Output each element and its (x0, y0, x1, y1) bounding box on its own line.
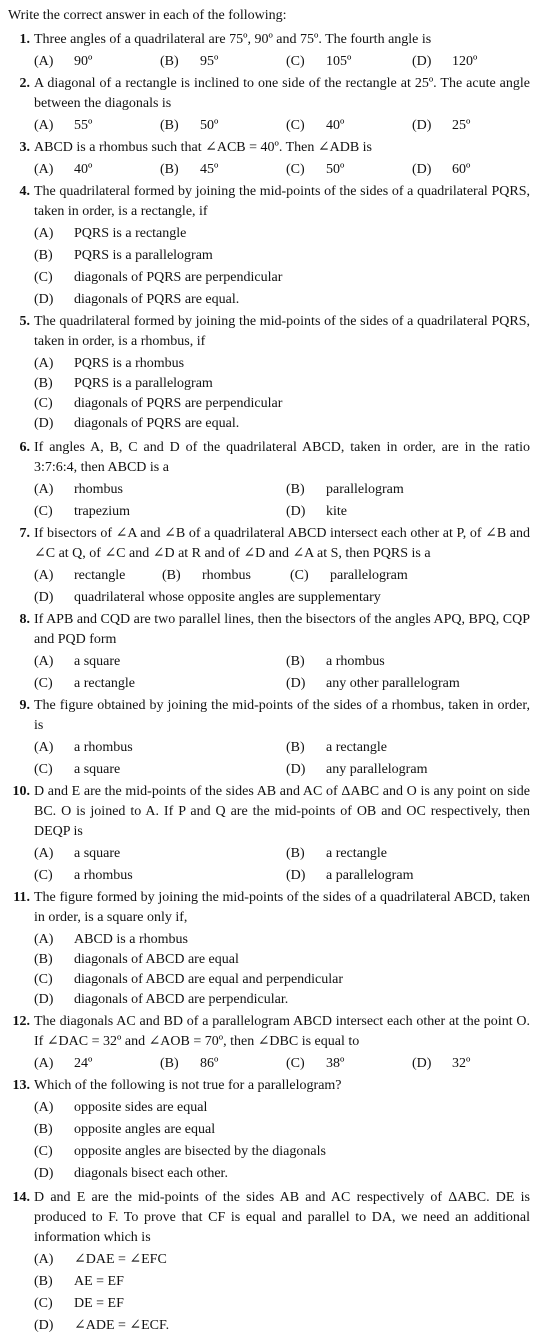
options (34, 52, 530, 72)
option-c (34, 1142, 530, 1162)
option-text: rhombus (74, 482, 123, 497)
question-number: 7. (19, 526, 30, 541)
option-label: (D) (412, 1056, 432, 1071)
question-11 (8, 888, 530, 1010)
option-text: rectangle (74, 568, 126, 583)
question-number: 8. (19, 612, 30, 627)
option-c (34, 674, 278, 694)
options (34, 1054, 530, 1074)
question-6 (8, 438, 530, 522)
option-label: (A) (34, 1100, 54, 1115)
option-label: (B) (34, 1122, 53, 1137)
option-label: (C) (34, 270, 53, 285)
option-a (34, 652, 278, 672)
option-label: (A) (34, 162, 54, 177)
option-label: (B) (286, 482, 305, 497)
option-c (34, 1294, 530, 1314)
option-text: 24º (74, 1056, 93, 1071)
option-a (34, 930, 530, 950)
options (34, 224, 530, 310)
option-label: (A) (34, 118, 54, 133)
options-continued (34, 588, 530, 608)
question-text: The quadrilateral formed by joining the mid-points of the sides of a quadrilateral PQRS, taken in order, is a rectangle, if (34, 184, 530, 219)
option-label: (C) (286, 54, 305, 69)
question-number: 12. (12, 1014, 30, 1029)
option-label: (A) (34, 356, 54, 371)
option-label: (A) (34, 226, 54, 241)
option-label: (C) (34, 972, 53, 987)
option-d (286, 502, 530, 522)
instructions-heading: Write the correct answer in each of the following: (8, 8, 287, 23)
option-label: (C) (286, 118, 305, 133)
question-number: 1. (19, 32, 30, 47)
option-c (286, 1054, 404, 1074)
question-text: The figure formed by joining the mid-points of the sides of a quadrilateral ABCD, taken in order, is a square only if, (34, 890, 530, 925)
option-b (160, 52, 278, 72)
option-text: opposite angles are bisected by the diagonals (74, 1144, 326, 1159)
option-d (34, 290, 530, 310)
option-label: (D) (34, 1318, 54, 1333)
option-label: (A) (34, 1056, 54, 1071)
option-text: rhombus (202, 568, 251, 583)
options (34, 1250, 530, 1336)
option-a (34, 844, 278, 864)
options (34, 738, 530, 780)
question-number: 6. (19, 440, 30, 455)
question-3 (8, 138, 530, 180)
option-text: 32º (452, 1056, 471, 1071)
question-text: If angles A, B, C and D of the quadrilateral ABCD, taken in order, are in the ratio 3:7:6:4, then ABCD is a (34, 440, 530, 475)
option-text: opposite sides are equal (74, 1100, 208, 1115)
option-label: (C) (286, 162, 305, 177)
option-label: (A) (34, 740, 54, 755)
option-text: a rhombus (326, 654, 385, 669)
option-c (34, 866, 278, 886)
question-text: D and E are the mid-points of the sides AB and AC respectively of ΔABC. DE is produced to F. To prove that CF is equal and parallel to DA, we need an additional information which is (34, 1190, 530, 1245)
option-label: (B) (34, 1274, 53, 1289)
option-a (34, 480, 278, 500)
question-12 (8, 1012, 530, 1074)
option-label: (D) (286, 676, 306, 691)
options (34, 844, 530, 886)
option-b (286, 844, 530, 864)
option-text: ∠DAE = ∠EFC (74, 1252, 167, 1267)
option-text: 55º (74, 118, 93, 133)
option-d (34, 1316, 530, 1336)
option-b (160, 1054, 278, 1074)
option-d (34, 990, 530, 1010)
options (34, 354, 530, 434)
option-b (34, 246, 530, 266)
question-text: Three angles of a quadrilateral are 75º, 90º and 75º. The fourth angle is (34, 32, 432, 47)
option-text: diagonals of PQRS are perpendicular (74, 396, 283, 411)
option-label: (B) (286, 654, 305, 669)
option-text: PQRS is a parallelogram (74, 248, 213, 263)
option-a (34, 566, 154, 586)
option-text: a parallelogram (326, 868, 414, 883)
option-b (34, 1272, 530, 1292)
option-label: (D) (34, 590, 54, 605)
option-text: any parallelogram (326, 762, 428, 777)
option-b (160, 160, 278, 180)
question-text: A diagonal of a rectangle is inclined to one side of the rectangle at 25º. The acute angle between the diagonals is (34, 76, 530, 111)
option-text: diagonals of PQRS are perpendicular (74, 270, 283, 285)
question-text: Which of the following is not true for a parallelogram? (34, 1078, 342, 1093)
option-d (286, 760, 530, 780)
option-c (286, 116, 404, 136)
option-a (34, 738, 278, 758)
option-text: parallelogram (330, 568, 408, 583)
option-label: (B) (286, 740, 305, 755)
question-number: 13. (12, 1078, 30, 1093)
option-d (286, 674, 530, 694)
option-label: (A) (34, 568, 54, 583)
option-text: 90º (74, 54, 93, 69)
option-label: (D) (34, 292, 54, 307)
option-b (34, 374, 530, 394)
option-b (286, 652, 530, 672)
option-text: opposite angles are equal (74, 1122, 216, 1137)
option-a (34, 1098, 530, 1118)
option-label: (C) (34, 1296, 53, 1311)
option-b (34, 950, 530, 970)
question-number: 11. (13, 890, 30, 905)
option-b (286, 738, 530, 758)
option-text: 60º (452, 162, 471, 177)
option-text: PQRS is a rectangle (74, 226, 187, 241)
option-label: (C) (34, 396, 53, 411)
option-d (286, 866, 530, 886)
option-d (412, 116, 530, 136)
option-label: (C) (290, 568, 309, 583)
question-number: 3. (19, 140, 30, 155)
option-d (412, 160, 530, 180)
option-text: a rectangle (326, 846, 388, 861)
option-text: DE = EF (74, 1296, 124, 1311)
option-label: (C) (34, 762, 53, 777)
option-label: (B) (34, 952, 53, 967)
option-text: trapezium (74, 504, 130, 519)
option-text: PQRS is a rhombus (74, 356, 185, 371)
option-label: (B) (160, 1056, 179, 1071)
option-label: (C) (34, 1144, 53, 1159)
option-label: (D) (34, 992, 54, 1007)
option-label: (B) (34, 248, 53, 263)
question-14 (8, 1188, 530, 1336)
option-label: (B) (286, 846, 305, 861)
option-text: diagonals bisect each other. (74, 1166, 228, 1181)
question-9 (8, 696, 530, 780)
question-1 (8, 30, 530, 72)
question-number: 9. (19, 698, 30, 713)
option-text: ∠ADE = ∠ECF. (74, 1318, 170, 1333)
option-text: diagonals of ABCD are equal and perpendicular (74, 972, 344, 987)
options (34, 116, 530, 136)
option-c (286, 52, 404, 72)
options (34, 652, 530, 694)
option-c (34, 760, 278, 780)
option-c (286, 160, 404, 180)
option-label: (B) (34, 376, 53, 391)
option-c (34, 502, 278, 522)
option-b (162, 566, 282, 586)
option-text: 25º (452, 118, 471, 133)
question-text: The figure obtained by joining the mid-points of the sides of a rhombus, taken in order, is (34, 698, 530, 733)
option-label: (B) (160, 54, 179, 69)
option-text: 105º (326, 54, 352, 69)
options (34, 160, 530, 180)
option-text: 86º (200, 1056, 219, 1071)
option-a (34, 1054, 152, 1074)
option-label: (A) (34, 932, 54, 947)
option-text: 45º (200, 162, 219, 177)
question-number: 2. (19, 76, 30, 91)
option-b (286, 480, 530, 500)
option-label: (B) (162, 568, 181, 583)
option-text: 50º (200, 118, 219, 133)
question-10 (8, 782, 530, 886)
option-a (34, 224, 530, 244)
option-text: any other parallelogram (326, 676, 460, 691)
option-text: ABCD is a rhombus (74, 932, 188, 947)
option-label: (D) (286, 868, 306, 883)
option-text: AE = EF (74, 1274, 124, 1289)
option-text: 50º (326, 162, 345, 177)
question-text: The quadrilateral formed by joining the mid-points of the sides of a quadrilateral PQRS, taken in order, is a rhombus, if (34, 314, 530, 349)
option-label: (A) (34, 846, 54, 861)
option-text: kite (326, 504, 347, 519)
question-2 (8, 74, 530, 136)
option-text: a square (74, 846, 121, 861)
option-a (34, 160, 152, 180)
option-text: diagonals of ABCD are equal (74, 952, 239, 967)
option-text: parallelogram (326, 482, 404, 497)
option-label: (D) (286, 762, 306, 777)
option-label: (C) (34, 676, 53, 691)
option-text: PQRS is a parallelogram (74, 376, 213, 391)
question-text: The diagonals AC and BD of a parallelogram ABCD intersect each other at the point O. If ∠DAC = 32º and ∠AOB = 70º, then ∠DBC is equal to (34, 1014, 530, 1049)
option-b (34, 1120, 530, 1140)
question-number: 10. (12, 784, 30, 799)
option-label: (A) (34, 54, 54, 69)
option-label: (C) (34, 868, 53, 883)
question-13 (8, 1076, 530, 1184)
option-label: (D) (286, 504, 306, 519)
options (34, 1098, 530, 1184)
option-text: a rhombus (74, 740, 133, 755)
option-a (34, 52, 152, 72)
option-d (34, 1164, 530, 1184)
option-label: (D) (34, 1166, 54, 1181)
option-b (160, 116, 278, 136)
option-text: a rhombus (74, 868, 133, 883)
option-text: 40º (74, 162, 93, 177)
option-label: (B) (160, 162, 179, 177)
option-text: 95º (200, 54, 219, 69)
question-text: ABCD is a rhombus such that ∠ACB = 40º. Then ∠ADB is (34, 140, 372, 155)
option-label: (A) (34, 1252, 54, 1267)
option-d (412, 1054, 530, 1074)
question-8 (8, 610, 530, 694)
option-label: (C) (34, 504, 53, 519)
question-4 (8, 182, 530, 310)
option-text: a rectangle (74, 676, 136, 691)
option-text: 40º (326, 118, 345, 133)
option-label: (D) (34, 416, 54, 431)
question-5 (8, 312, 530, 434)
option-label: (A) (34, 654, 54, 669)
option-label: (D) (412, 162, 432, 177)
options (34, 480, 530, 522)
option-label: (C) (286, 1056, 305, 1071)
option-text: 120º (452, 54, 478, 69)
option-text: a square (74, 762, 121, 777)
options (34, 930, 530, 1010)
option-c (34, 394, 530, 414)
option-c (34, 970, 530, 990)
option-text: diagonals of PQRS are equal. (74, 416, 240, 431)
option-text: quadrilateral whose opposite angles are supplementary (74, 590, 381, 605)
question-text: D and E are the mid-points of the sides AB and AC of ΔABC and O is any point on side BC. O is joined to A. If P and Q are the mid-points of OB and OC respectively, then DEQP is (34, 784, 530, 839)
question-7 (8, 524, 530, 608)
option-text: a square (74, 654, 121, 669)
option-text: 38º (326, 1056, 345, 1071)
question-text: If APB and CQD are two parallel lines, then the bisectors of the angles APQ, BPQ, CQP and PQD form (34, 612, 530, 647)
option-a (34, 354, 530, 374)
option-label: (A) (34, 482, 54, 497)
options (34, 566, 530, 586)
option-text: a rectangle (326, 740, 388, 755)
option-d (34, 414, 530, 434)
question-number: 5. (19, 314, 30, 329)
option-a (34, 1250, 530, 1270)
option-text: diagonals of ABCD are perpendicular. (74, 992, 289, 1007)
option-label: (D) (412, 118, 432, 133)
option-text: diagonals of PQRS are equal. (74, 292, 240, 307)
question-number: 4. (19, 184, 30, 199)
option-c (290, 566, 530, 586)
option-label: (B) (160, 118, 179, 133)
question-text: If bisectors of ∠A and ∠B of a quadrilateral ABCD intersect each other at P, of ∠B and ∠C at Q, of ∠C and ∠D at R and of ∠D and ∠A at S, then PQRS is a (34, 526, 530, 561)
option-c (34, 268, 530, 288)
option-a (34, 116, 152, 136)
option-label: (D) (412, 54, 432, 69)
question-number: 14. (12, 1190, 30, 1205)
option-d (412, 52, 530, 72)
option-d (34, 588, 530, 608)
